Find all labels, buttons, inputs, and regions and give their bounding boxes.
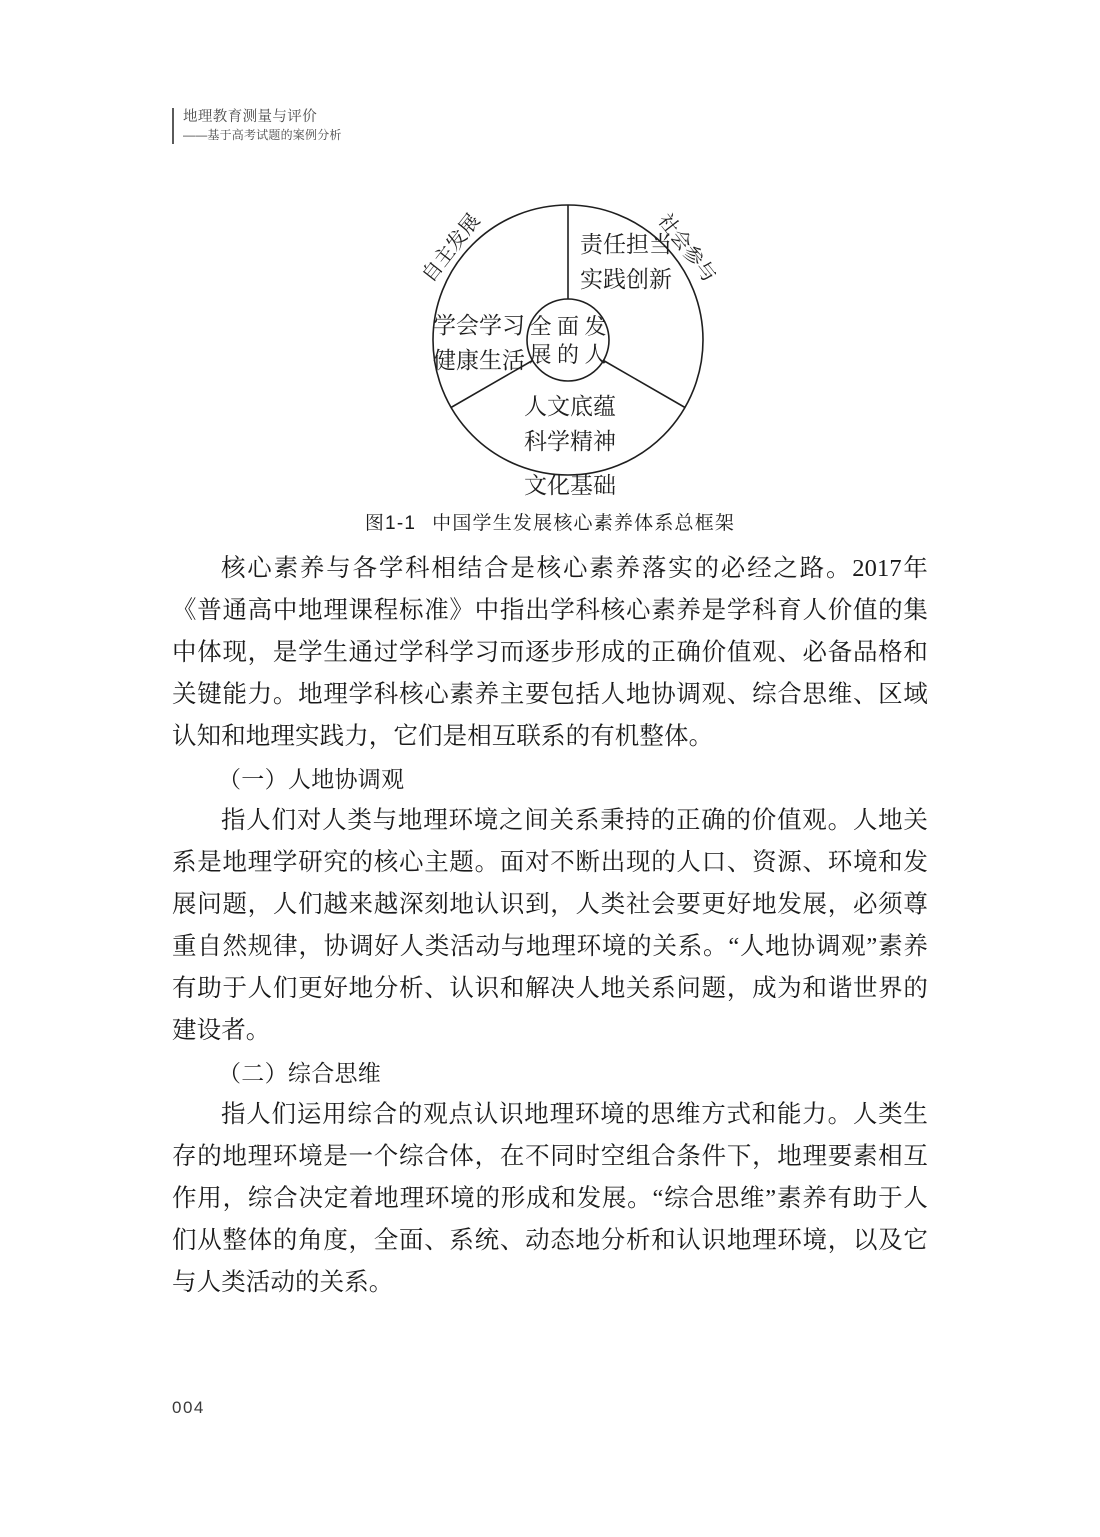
header-text-group xyxy=(183,108,342,144)
inner-circle xyxy=(527,299,609,381)
diagram-sector-top-line1: 责任担当 xyxy=(580,232,672,257)
core-competency-diagram xyxy=(398,190,738,500)
figure-caption-number: 图1-1 xyxy=(364,513,417,534)
body-column xyxy=(172,548,928,1304)
diagram-outer-label-right: 社会参与 xyxy=(653,210,721,287)
header-rule xyxy=(172,108,174,144)
diagram-outer-label-bottom: 文化基础 xyxy=(524,473,616,498)
diagram-sector-top-line2: 实践创新 xyxy=(580,267,672,292)
diagram-sector-left-line2: 健康生活 xyxy=(433,348,525,373)
header-book-title: 地理教育测量与评价 xyxy=(183,109,318,125)
diagram-sector-bottom-line1: 人文底蕴 xyxy=(524,394,616,419)
figure-block xyxy=(0,190,1100,534)
diagram-outer-label-left: 自主发展 xyxy=(417,210,485,287)
subheading-1: （一）人地协调观 xyxy=(218,766,405,792)
subheading-2: （二）综合思维 xyxy=(218,1060,382,1086)
diagram-sector-left-line1: 学会学习 xyxy=(433,313,525,338)
running-header xyxy=(172,108,342,144)
diagram-center-line2: 展 的 人 xyxy=(529,342,607,367)
paragraph-1: 核心素养与各学科相结合是核心素养落实的必经之路。2017年《普通高中地理课程标准》中指出学科核心素养是学科育人价值的集中体现，是学生通过学科学习而逐步形成的正确价值观、必备品格和关键能力。地理学科核心素养主要包括人地协调观、综合思维、区域认知和地理实践力，它们是相互联系的有机整体。 xyxy=(172,555,928,750)
header-book-subtitle: ——基于高考试题的案例分析 xyxy=(183,128,342,142)
figure-caption xyxy=(0,508,1100,535)
paragraph-2: 指人们对人类与地理环境之间关系秉持的正确的价值观。人地关系是地理学研究的核心主题。面对不断出现的人口、资源、环境和发展问题，人们越来越深刻地认识到，人类社会要更好地发展，必须尊重自然规律，协调好人类活动与地理环境的关系。“人地协调观”素养有助于人们更好地分析、认识和解决人地关系问题，成为和谐世界的建设者。 xyxy=(172,807,928,1044)
diagram-sector-bottom-line2: 科学精神 xyxy=(524,429,616,454)
paragraph-3: 指人们运用综合的观点认识地理环境的思维方式和能力。人类生存的地理环境是一个综合体，在不同时空组合条件下，地理要素相互作用，综合决定着地理环境的形成和发展。“综合思维”素养有助于人们从整体的角度，全面、系统、动态地分析和认识地理环境，以及它与人类活动的关系。 xyxy=(172,1101,928,1296)
page-folio: 004 xyxy=(172,1398,205,1417)
figure-caption-text: 中国学生发展核心素养体系总框架 xyxy=(432,513,736,534)
diagram-center-line1: 全 面 发 xyxy=(529,314,607,339)
